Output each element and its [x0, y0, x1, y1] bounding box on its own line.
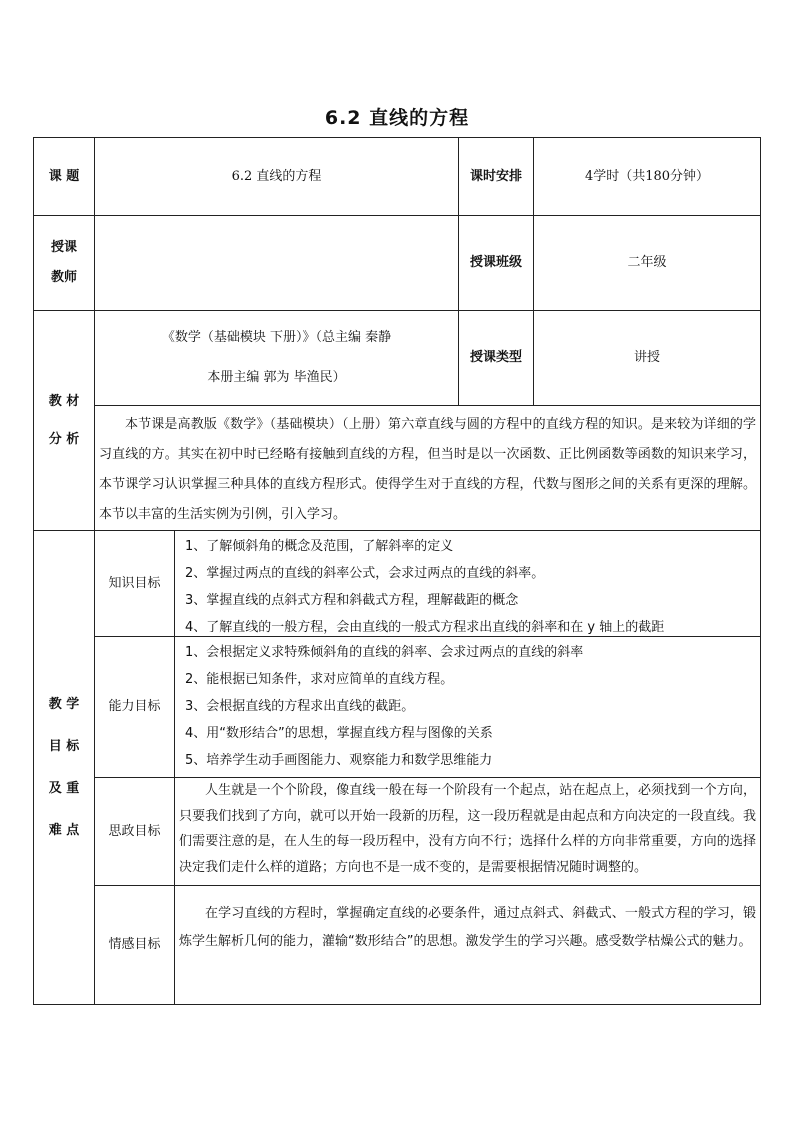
schedule-label-cell — [458, 137, 534, 216]
class-value-cell — [533, 215, 761, 311]
list-item: 5、培养学生动手画图能力、观察能力和数学思维能力 — [185, 753, 493, 768]
material-label-line1: 教 材 — [48, 393, 80, 409]
goals-label-line2: 目 标 — [48, 738, 80, 754]
list-item: 2、能根据已知条件，求对应简单的直线方程。 — [185, 672, 454, 687]
class-value: 二年级 — [627, 255, 667, 270]
topic-value-cell — [94, 137, 459, 216]
ideology-label: 思政目标 — [108, 823, 161, 839]
analysis-text: 本节课是高教版《数学》（基础模块）（上册）第六章直线与圆的方程中的直线方程的知识。是来较为详细的学习直线的方。其实在初中时已经略有接触到直线的方程，但当时是以一次函数、正比例函数等函数的知识来学习，本节课学习认识掌握三种具体的直线方程形式。使得学生对于直线的方程，代数与图形之间的关系有更深的理解。本节以丰富的生活实例为引例，引入学习。 — [99, 417, 756, 522]
analysis-cell — [94, 405, 761, 531]
schedule-value: 4学时（共180分钟） — [584, 168, 710, 184]
ability-label: 能力目标 — [108, 699, 161, 714]
teacher-label-cell — [33, 215, 95, 311]
type-value: 讲授 — [633, 350, 660, 365]
type-label: 授课类型 — [469, 350, 522, 365]
emotion-label: 情感目标 — [108, 937, 161, 952]
list-item: 3、掌握直线的点斜式方程和斜截式方程，理解截距的概念 — [185, 593, 519, 608]
teacher-value-cell — [94, 215, 459, 311]
knowledge-items-cell — [174, 530, 761, 637]
ideology-text: 人生就是一个个阶段，像直线一般在每一个阶段有一个起点，站在起点上，必须找到一个方向，只要我们找到了方向，就可以开始一段新的历程，这一段历程就是由起点和方向决定的一段直线。我们需要注意的是，在人生的每一段历程中，没有方向不行；选择什么样的方向非常重要，方向的选择决定我们走什么样的道路；方向也不是一成不变的，是需要根据情况随时调整的。 — [179, 783, 756, 875]
goals-label-line4: 难 点 — [48, 822, 80, 838]
topic-label-cell — [33, 137, 95, 216]
class-label-cell — [458, 215, 534, 311]
material-label-cell — [33, 310, 95, 531]
knowledge-label: 知识目标 — [108, 575, 161, 591]
list-item: 2、掌握过两点的直线的斜率公式，会求过两点的直线的斜率。 — [185, 566, 545, 581]
schedule-label: 课时安排 — [469, 168, 522, 184]
type-label-cell — [458, 310, 534, 406]
knowledge-label-cell — [94, 530, 175, 637]
list-item: 1、会根据定义求特殊倾斜角的直线的斜率、会求过两点的直线的斜率 — [185, 645, 584, 660]
page-title: 6.2 直线的方程 — [324, 107, 470, 129]
textbook-cell — [94, 310, 459, 406]
topic-label: 课 题 — [48, 168, 80, 184]
teacher-label-line2: 教师 — [50, 270, 77, 285]
teacher-label-line1: 授课 — [50, 240, 77, 255]
emotion-text: 在学习直线的方程时，掌握确定直线的必要条件，通过点斜式、斜截式、一般式方程的学习，锻炼学生解析几何的能力，灌输“数形结合”的思想。激发学生的学习兴趣。感受数学枯燥公式的魅力。 — [179, 906, 756, 949]
goals-label-line1: 教 学 — [48, 696, 80, 712]
ability-items-cell — [174, 636, 761, 778]
schedule-value-cell — [533, 137, 761, 216]
textbook-line2: 本册主编 郭为 毕渔民） — [207, 370, 346, 385]
list-item: 1、了解倾斜角的概念及范围，了解斜率的定义 — [185, 539, 454, 554]
ability-label-cell — [94, 636, 175, 778]
list-item: 3、会根据直线的方程求出直线的截距。 — [185, 699, 415, 714]
ideology-text-cell — [174, 777, 761, 886]
list-item: 4、了解直线的一般方程，会由直线的一般式方程求出直线的斜率和在 y 轴上的截距 — [185, 620, 665, 635]
type-value-cell — [533, 310, 761, 406]
topic-value: 6.2 直线的方程 — [231, 168, 322, 184]
class-label: 授课班级 — [469, 255, 522, 270]
list-item: 4、用“数形结合”的思想，掌握直线方程与图像的关系 — [185, 726, 493, 741]
textbook-line1: 《数学（基础模块 下册）》（总主编 秦静 — [161, 330, 392, 345]
goals-label-cell — [33, 530, 95, 1005]
material-label-line2: 分 析 — [48, 431, 80, 447]
emotion-text-cell — [174, 885, 761, 1005]
ideology-label-cell — [94, 777, 175, 886]
emotion-label-cell — [94, 885, 175, 1005]
goals-label-line3: 及 重 — [48, 780, 80, 796]
